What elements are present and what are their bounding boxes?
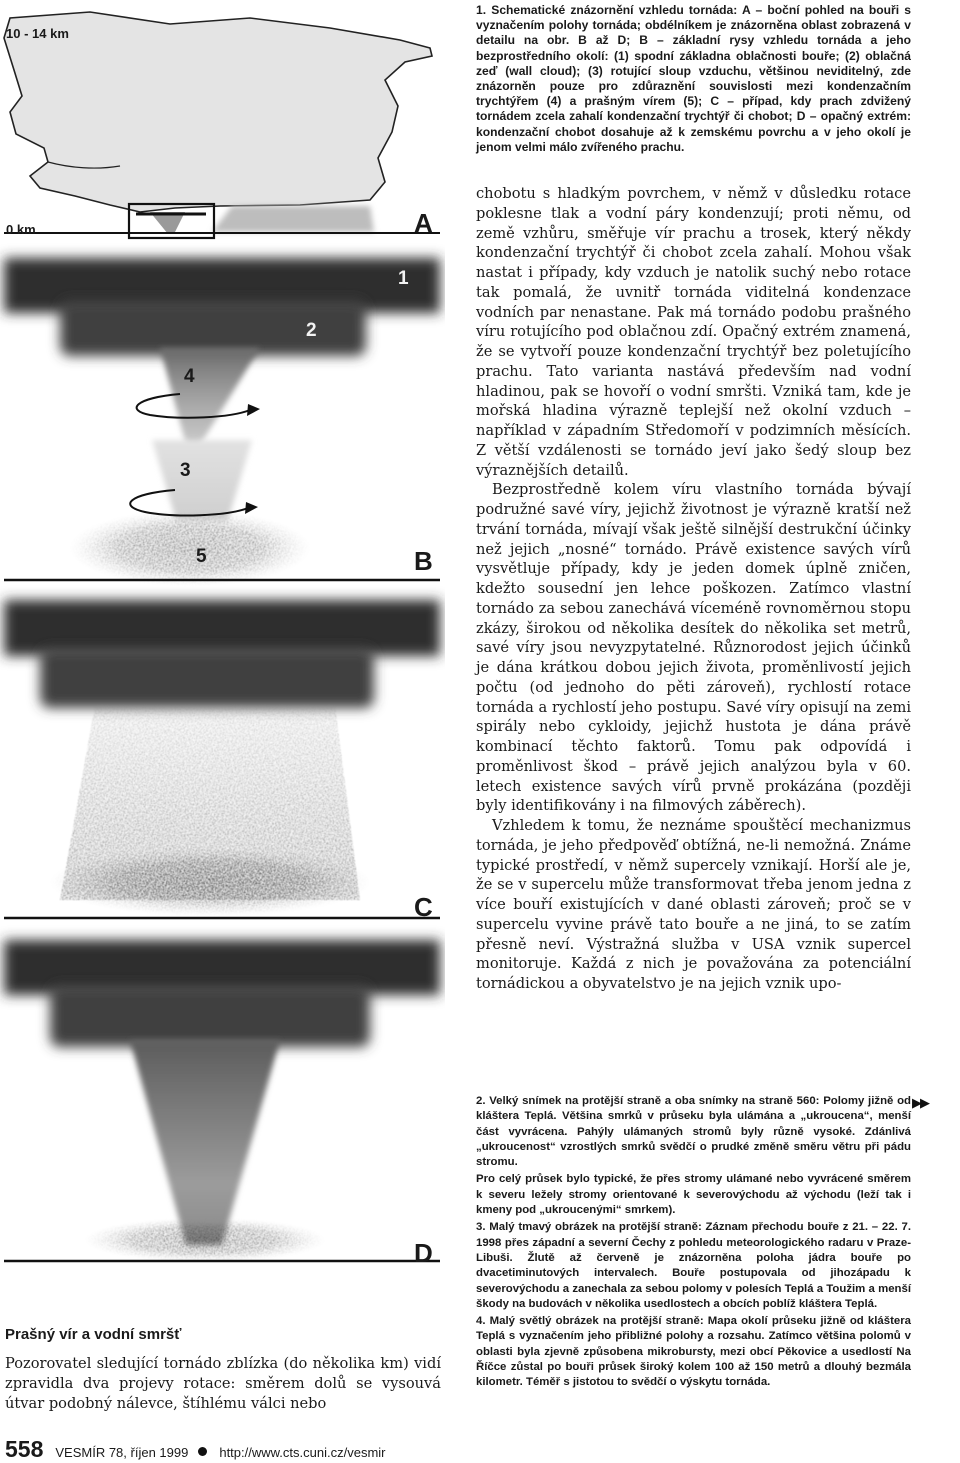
panel-label-b: B [414, 546, 433, 576]
journal-issue: VESMÍR 78, říjen 1999 [55, 1445, 189, 1460]
part-label-5: 5 [196, 546, 207, 567]
wall-cloud-b [60, 300, 366, 356]
panel-label-c: C [414, 892, 433, 922]
rotating-column-b [152, 440, 252, 520]
panel-d [4, 940, 440, 1262]
panel-a [4, 12, 440, 238]
dust-base-c [50, 848, 370, 916]
scale-label-bottom: 0 km [6, 222, 36, 237]
wall-cloud-d [50, 985, 370, 1047]
panel-label-a: A [414, 208, 433, 238]
dust-whirl-d [85, 1218, 325, 1262]
sidebar-text: Pozorovatel sledující tornádo zblízka (do několika km) vidí zpravidla dva projevy rotace: směrem dolů se vysouvá útvar podobný nálevce, štíhlému válci nebo [5, 1355, 441, 1412]
bullet-dot-icon [198, 1447, 207, 1456]
page-number: 558 [5, 1436, 44, 1462]
body-paragraph-3: Vzhledem k tomu, že neznáme spouštěcí mechanizmus tornáda, je jeho předpověď obtížná, ne-li nemožná. Známe typické prostředí, v němž supercely vznikají. Horší ale je, že se v supercelu může transformovat třeba jenom jedna z více bouří existujících v dané oblasti zároveň; proč se v supercelu vyvine právě tato bouře a ne jiná, to se zatím přesně neví. Výstražná služba v USA vznik supercel monitoruje. Každá z nich je považována za potenciální tornádickou a obyvatelstvo je na jejich vznik upo- [476, 817, 911, 992]
journal-url[interactable]: http://www.cts.cuni.cz/vesmir [219, 1445, 386, 1460]
part-label-1: 1 [398, 268, 409, 289]
part-label-4: 4 [184, 366, 195, 387]
scale-label-top: 10 - 14 km [6, 26, 69, 41]
panel-c [4, 600, 440, 918]
cloud-base-c [4, 600, 440, 656]
panel-label-d: D [414, 1238, 433, 1268]
sidebar-heading: Prašný vír a vodní smršť [5, 1326, 182, 1343]
figure-caption-1 [476, 3, 911, 157]
part-label-2: 2 [306, 320, 317, 341]
rain-area [212, 206, 374, 232]
dust-whirl-b [70, 510, 310, 586]
tornado-figure [0, 0, 445, 1300]
caption-1-text: 1. Schematické znázornění vzhledu tornáda: A – boční pohled na bouři s vyznačením polohy tornáda; obdélníkem je znázorněna oblast zobrazená v detailu na obr. B až D; B – základní rysy vzhledu tornáda a jeho bezprostředního okolí: (1) spodní základna oblačnosti bouře; (2) oblačná zeď (wall cloud); (3) rotující sloup vzduchu, většinou neviditelný, zde znázorněn pouze pro zdůraznění souvislosti mezi kondenzačním trychtýřem (4) a prašným vírem (5); C – případ, kdy prach zdvižený tornádem zcela zahalí kondenzační trychtýř či chobot; D – opačný extrém: kondenzační chobot dosahuje až k zemskému povrchu a v jeho okolí je jenom velmi málo zvířeného prachu. [476, 3, 911, 154]
wall-cloud-c [40, 648, 374, 708]
panel-b [4, 258, 440, 586]
caption-2-continued: Pro celý průsek bylo typické, že přes stromy ulámané nebo vyvrácené směrem k severu ležely stromy orientované k severovýchodu až východu (leží tak i kmeny pod „ukroucenými“ smrkem). [476, 1173, 911, 1217]
tornado-schematic [0, 0, 445, 1300]
figure-caption-2-4 [476, 1094, 911, 1393]
part-label-3: 3 [180, 460, 191, 481]
caption-4-text: 4. Malý světlý obrázek na protější straně: Mapa okolí průseku jižně od kláštera Teplá s vyznačením jeho přibližné polohy a rozsahu. Zatímco většina polomů v oblasti byla zjevně způsobena mikrobursty, mezi obcí Pěkovice a usedlostí Na Říčce zůstal po bouři průsek široký kolem 100 až 150 metrů a dlouhý bezmála kilometr. Téměř s jistotou to svědčí o výskytu tornáda. [476, 1315, 911, 1389]
body-paragraph-1: chobotu s hladkým povrchem, v němž v důsledku rotace poklesne tlak a vodní páry kondenzují; proti němu, od země vzhůru, směřuje vír prachu a trosek, který někdy kondenzační trychtýř či chobot zcela zahalí. Mohou však nastat i případy, kdy vzduch je natolik suchý nebo rotace tak pomalá, že uvnitř tornáda viditelná kondenzace vodních par nenastane. Pak má tornádo podobu prašného víru rotujícího pod oblačnou zdí. Opačný extrém znamená, že se vytvoří pouze kondenzační trychtýř bez poletujícího prachu. Tato varianta nastává především nad vodní hladinou, pak se hovoří o vodní smršti. Vzniká tam, kde je mořská hladina výrazně teplejší než okolní vzduch – například v západním Středomoří v podzimních měsících. Z větší vzdálenosti se tornádo jeví jako šedý sloup bez výraznějších detailů. [476, 185, 911, 479]
condensation-funnel-d [130, 1040, 280, 1245]
body-paragraph-2: Bezprostředně kolem víru vlastního tornáda bývají podružné savé víry, jejichž životnost je výrazně kratší než trvání tornáda, mívají však ještě silnější destrukční účinky než jejich „nosné“ tornádo. Právě existence savých vírů vysvětluje případy, kdy je jeden domek úplně zničen, kdežto sousední jen lehce poškozen. Zatímco vlastní tornádo za sebou zanechává víceméně rovnoměrnou stopu zkázy, širokou od několika desítek do několika set metrů, savé víry jsou nevyzpytatelné. Různorodost jejich účinků je dána krátkou dobou jejich života, proměnlivostí jejich počtu (od jednoho do pěti zároveň), rychlostí rotace tornáda a rychlostí jeho postupu. Savé víry opisují na zemi spirály nebo cykloidy, jejichž hustota je dána právě kombinací těchto faktorů. Tomu pak odpovídá i proměnlivost škod – právě jejich analýzou byla v 60. letech existence savých vírů prvně prokázána (později byly identifikovány i na filmových záběrech). [476, 481, 911, 815]
storm-cloud [4, 12, 432, 212]
caption-3-text: 3. Malý tmavý obrázek na protější straně: Záznam přechodu bouře z 21. – 22. 7. 1998 přes západní a severní Čechy z pohledu meteorologického radaru v Praze-Libuši. Žlutě až červeně je znázorněna poloha jádra bouře po dvacetiminutových intervalech. Bouře postupovala od jihozápadu k severovýchodu a zanechala za sebou polomy v polesích Teplá a Toužim a menší škody na budovách v několika usedlostech a obcích poblíž kláštera Teplá. [476, 1221, 911, 1310]
caption-2-text: 2. Velký snímek na protější straně a oba snímky na straně 560: Polomy jižně od kláštera Teplá. Většina smrků v průseku byla ulámána a „ukroucena“, menší část vyvrácena. Pahýly ulámaných stromů byly různě vysoké. Zdánlivá „ukroucenost“ vzrostlých smrků svědčí o prudké změně směru větru při pádu stromu. [476, 1095, 911, 1169]
page-footer [5, 1436, 386, 1463]
continue-arrows-icon: ▶▶ [912, 1096, 928, 1111]
article-body [476, 184, 911, 994]
condensation-funnel-b [160, 348, 260, 445]
